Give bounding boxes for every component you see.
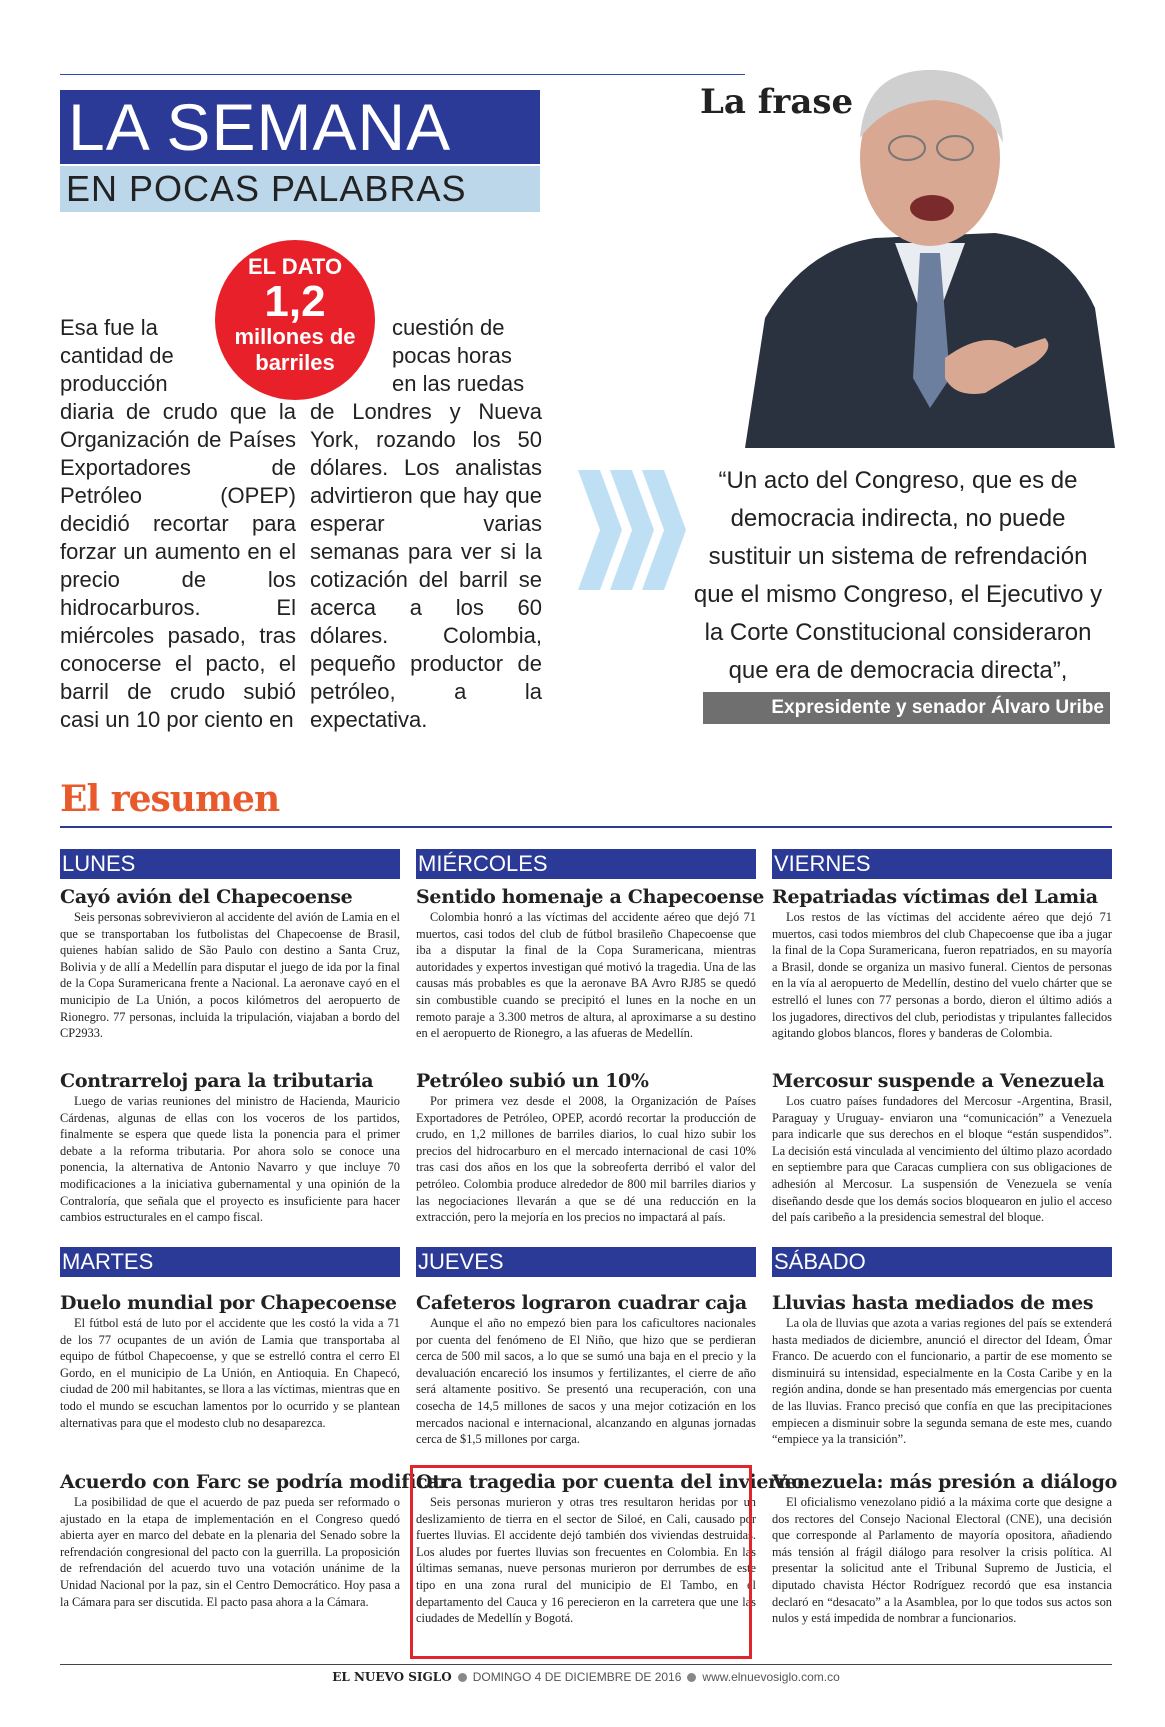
resumen-rule <box>60 826 1112 828</box>
dato-col1-line: producción <box>60 371 168 396</box>
story-body: Seis personas murieron y otras tres resultaron heridas por un deslizamiento de tierra en el sector de Siloé, en Cali, causado por fuertes lluvias. El accidente dejó también dos viviendas destruidas. Los aludes por fuertes lluvias son frecuentes en Colombia. En las últimas semanas, nueve personas murieron por derrumbes de este tipo en una zona rural del municipio de El Tambo, en el departamento del Cauca y 16 perecieron en la carretera que une las ciudades de Medellín y Bogotá. <box>416 1495 756 1626</box>
story-headline: Duelo mundial por Chapecoense <box>60 1292 397 1314</box>
story-body: El oficialismo venezolano pidió a la máxima corte que designe a dos rectores del Consejo Nacional Electoral (CNE), una decisión que corresponde al Parlamento de mayoría opositora, añadiendo más tensión al frágil diálogo para resolver la crisis política. Al presentar la solicitud ante el Tribunal Supremo de Justicia, el diputado chavista Héctor Rodríguez recordó que esa instancia declaró en “desacato” a la Asamblea, por lo que todos sus actos son nulos y está impedida de nombrar a funcionarios. <box>772 1495 1112 1626</box>
story-duelo-mundial <box>60 1291 400 1431</box>
dato-col2-line: pocas horas <box>392 343 512 368</box>
story-mercosur <box>772 1069 1112 1226</box>
day-label-lunes: LUNES <box>60 849 400 879</box>
story-repatriadas <box>772 885 1112 1042</box>
story-body: Por primera vez desde el 2008, la Organización de Países Exportadores de Petróleo, OPEP, acordó recortar la producción de crudo, en 1,2 millones de barriles diarios, lo cual hizo subir los precios del hidrocarburo en el mercado internacional de casi 10% tras casi dos años en los que la sobreoferta derribó el valor del petróleo. Colombia produce alrededor de 800 mil barriles diarios y las negociaciones llevarán a que se dé una reducción en la extracción, pero la mejoría en los precios no impactará al país. <box>416 1094 756 1225</box>
story-homenaje <box>416 885 765 1042</box>
footer-url[interactable]: www.elnuevosiglo.com.co <box>702 1670 840 1684</box>
footer-date: DOMINGO 4 DE DICIEMBRE DE 2016 <box>472 1670 682 1684</box>
story-petroleo <box>416 1069 756 1226</box>
chevron-icon <box>578 470 688 590</box>
section-title: LA SEMANA <box>60 90 540 164</box>
quote-text: “Un acto del Congreso, que es de democracia indirecta, no puede sustituir un sistema de refrendación que el mismo Congreso, el Ejecutivo y la Corte Constitucional consideraron que era de democracia directa”, <box>693 467 1103 684</box>
story-headline: Acuerdo con Farc se podría modificar <box>60 1471 449 1493</box>
story-headline: Contrarreloj para la tributaria <box>60 1070 374 1092</box>
story-lluvias <box>772 1291 1112 1448</box>
dato-col2-line: cuestión de <box>392 315 505 340</box>
story-headline: Mercosur suspende a Venezuela <box>772 1070 1105 1092</box>
dato-col2-body: de Londres y Nueva York, rozando los 50 dólares. Los analistas advirtieron que hay que esperar varias semanas para ver si la cotización del barril se acerca a los 60 dólares. Colombia, pequeño productor de petróleo, a la expectativa. <box>310 399 542 732</box>
story-headline: Cafeteros lograron cuadrar caja <box>416 1292 747 1314</box>
story-headline: Sentido homenaje a Chapecoense <box>416 886 765 908</box>
story-headline: Repatriadas víctimas del Lamia <box>772 886 1098 908</box>
day-label-jueves: JUEVES <box>416 1247 756 1277</box>
story-body: Aunque el año no empezó bien para los caficultores nacionales por cuenta del fenómeno de El Niño, que hizo que se perdieran cerca de 500 mil sacos, a lo que se sumó una baja en el precio y la devaluación encareció los insumos y fertilizantes, el cierre de año será altamente positivo. Se presentó una recuperación, con una cosecha de 14,5 millones de sacos y una mejor cotización en los mercados nacional e internacional, alcanzando en algunas jornadas cerca de $1,5 millones por carga. <box>416 1316 756 1447</box>
dato-col1-body: diaria de crudo que la Organización de Países Exportadores de Petróleo (OPEP) decidió recortar para forzar un aumento en el precio de los hidrocarburos. El miércoles pasado, tras conocerse el pacto, el barril de crudo subió casi un 10 por ciento en <box>60 399 296 732</box>
frase-title: La frase <box>700 82 854 122</box>
bullet-icon <box>687 1673 696 1682</box>
story-headline: Petróleo subió un 10% <box>416 1070 649 1092</box>
dato-label: EL DATO <box>247 254 343 279</box>
day-label-miercoles: MIÉRCOLES <box>416 849 756 879</box>
dato-value: 1,2 <box>264 277 326 326</box>
story-tributaria <box>60 1069 400 1226</box>
story-headline: Lluvias hasta mediados de mes <box>772 1292 1094 1314</box>
day-label-martes: MARTES <box>60 1247 400 1277</box>
story-venezuela-dialogo <box>772 1470 1117 1627</box>
footer-rule <box>60 1664 1112 1665</box>
day-label-sabado: SÁBADO <box>772 1247 1112 1277</box>
quote-author: Expresidente y senador Álvaro Uribe <box>703 692 1110 724</box>
dato-badge <box>215 240 375 400</box>
story-cayo-avion <box>60 885 400 1042</box>
dato-unit: millones de barriles <box>234 324 356 375</box>
dato-col2-line: en las ruedas <box>392 371 525 396</box>
story-acuerdo-farc <box>60 1470 449 1610</box>
story-headline: Cayó avión del Chapecoense <box>60 886 353 908</box>
footer-brand: EL NUEVO SIGLO <box>332 1670 452 1684</box>
story-body: La posibilidad de que el acuerdo de paz pueda ser reformado o ajustado en la etapa de implementación en el Congreso quedó abierta ayer en marco del debate en la plenaria del Senado sobre la refrendación congresional del pacto con la guerrilla. La proposición de refrendación del acuerdo tuvo una votación unánime de la Unidad Nacional por la paz, sin el Centro Democrático. Hoy pasa a la Cámara para ser discutida. El pacto pasa ahora a la Cámara. <box>60 1495 400 1609</box>
story-headline: Venezuela: más presión a diálogo <box>772 1471 1117 1493</box>
story-body: Los cuatro países fundadores del Mercosur -Argentina, Brasil, Paraguay y Uruguay- enviaron una “comunicación” a Venezuela para indicarle que sus derechos en el bloque “están suspendidos”. La decisión está vinculada al vencimiento del último plazo acordado en septiembre para que Caracas cumpliera con sus obligaciones de adhesión al Mercosur. La suspensión de Venezuela se venía diseñando desde que los demás socios bloquearon en julio el acceso del país caribeño a la presidencia semestral del bloque. <box>772 1094 1112 1225</box>
story-body: La ola de lluvias que azota a varias regiones del país se extenderá hasta mediados de diciembre, anunció el director del Ideam, Ómar Franco. De acuerdo con el funcionario, a partir de ese momento se disminuirá su intensidad, especialmente en la Costa Caribe y en la región andina, donde se han presentado más emergencias por cuenta de las lluvias. Franco precisó que confía en que las precipitaciones empiecen a disminuir sobre la segunda semana de este mes, cuando “empiece ya la transición”. <box>772 1316 1112 1447</box>
footer <box>60 1670 1112 1684</box>
story-body: Seis personas sobrevivieron al accidente del avión de Lamia en el que se transportaban los futbolistas del Chapecoense de Brasil, quienes habían salido de São Paulo con destino a Santa Cruz, Bolivia y de allí a Medellín para disputar el juego de ida por la final de la Copa Suramericana frente a Nacional. La aeronave cayó en el municipio de La Unión, a pocos kilómetros del aeropuerto de Rionegro. 77 personas, incluida la tripulación, viajaban a bordo del CP2933. <box>60 910 400 1041</box>
dato-col1-line: cantidad de <box>60 343 174 368</box>
dato-col1-line: Esa fue la <box>60 315 158 340</box>
story-cafeteros <box>416 1291 756 1448</box>
resumen-title: El resumen <box>60 778 280 820</box>
section-subtitle: EN POCAS PALABRAS <box>60 166 540 212</box>
story-body: El fútbol está de luto por el accidente que les costó la vida a 71 de los 77 ocupantes de un avión de Lamia que transportaba al equipo de fútbol Chapecoense, y que se estrelló contra el cerro El Gordo, en el municipio de La Unión, en Antioquia. En Chapecó, ciudad de 200 mil habitantes, se llora a las víctimas, mientras que en todo el mundo se escuchan lamentos por lo ocurrido y se plantean alternativas para que el modesto club no desaparezca. <box>60 1316 400 1430</box>
story-body: Colombia honró a las víctimas del accidente aéreo que dejó 71 muertos, casi todos del club de fútbol brasileño Chapecoense que iba a disputar la final de la Copa Suramericana, mientras autoridades y expertos investigan qué motivó la tragedia. Una de las causas más probables es que la aeronave BA Avro RJ85 se quedó sin combustible cuando se precipitó el lunes en la noche en un remoto paraje a 3.300 metros de altura, al aproximarse a su destino en el aeropuerto de Rionegro, a las afueras de Medellín. <box>416 910 756 1041</box>
bullet-icon <box>458 1673 467 1682</box>
day-label-viernes: VIERNES <box>772 849 1112 879</box>
story-body: Los restos de las víctimas del accidente aéreo que dejó 71 muertos, casi todos miembros del club Chapecoense que iba a jugar la final de la Copa Suramericana, fueron repatriados, en su mayoría a Brasil, donde se organiza un masivo funeral. Cientos de personas en la vía al aeropuerto de Medellín, destino del vuelo chárter que se estrelló el lunes con 77 personas a bordo, dieron el último adiós a los jugadores, directivos del club, periodistas y tripulantes fallecidos agitando globos blancos, flores y banderas de Colombia. <box>772 910 1112 1041</box>
story-headline: Otra tragedia por cuenta del invierno <box>416 1471 804 1493</box>
highlight-box <box>410 1465 752 1659</box>
story-body: Luego de varias reuniones del ministro de Hacienda, Mauricio Cárdenas, algunas de ellas con los voceros de los partidos, finalmente se espera que quede lista la ponencia para el primer debate a la reforma tributaria. Por ahora solo se conoce una ponencia, la alternativa de Antonio Navarro y que incluye 70 modificaciones a la iniciativa gubernamental y una opinión de la Contraloría, que señala que el proyecto es insuficiente para hacer cambios estructurales en el campo fiscal. <box>60 1094 400 1225</box>
